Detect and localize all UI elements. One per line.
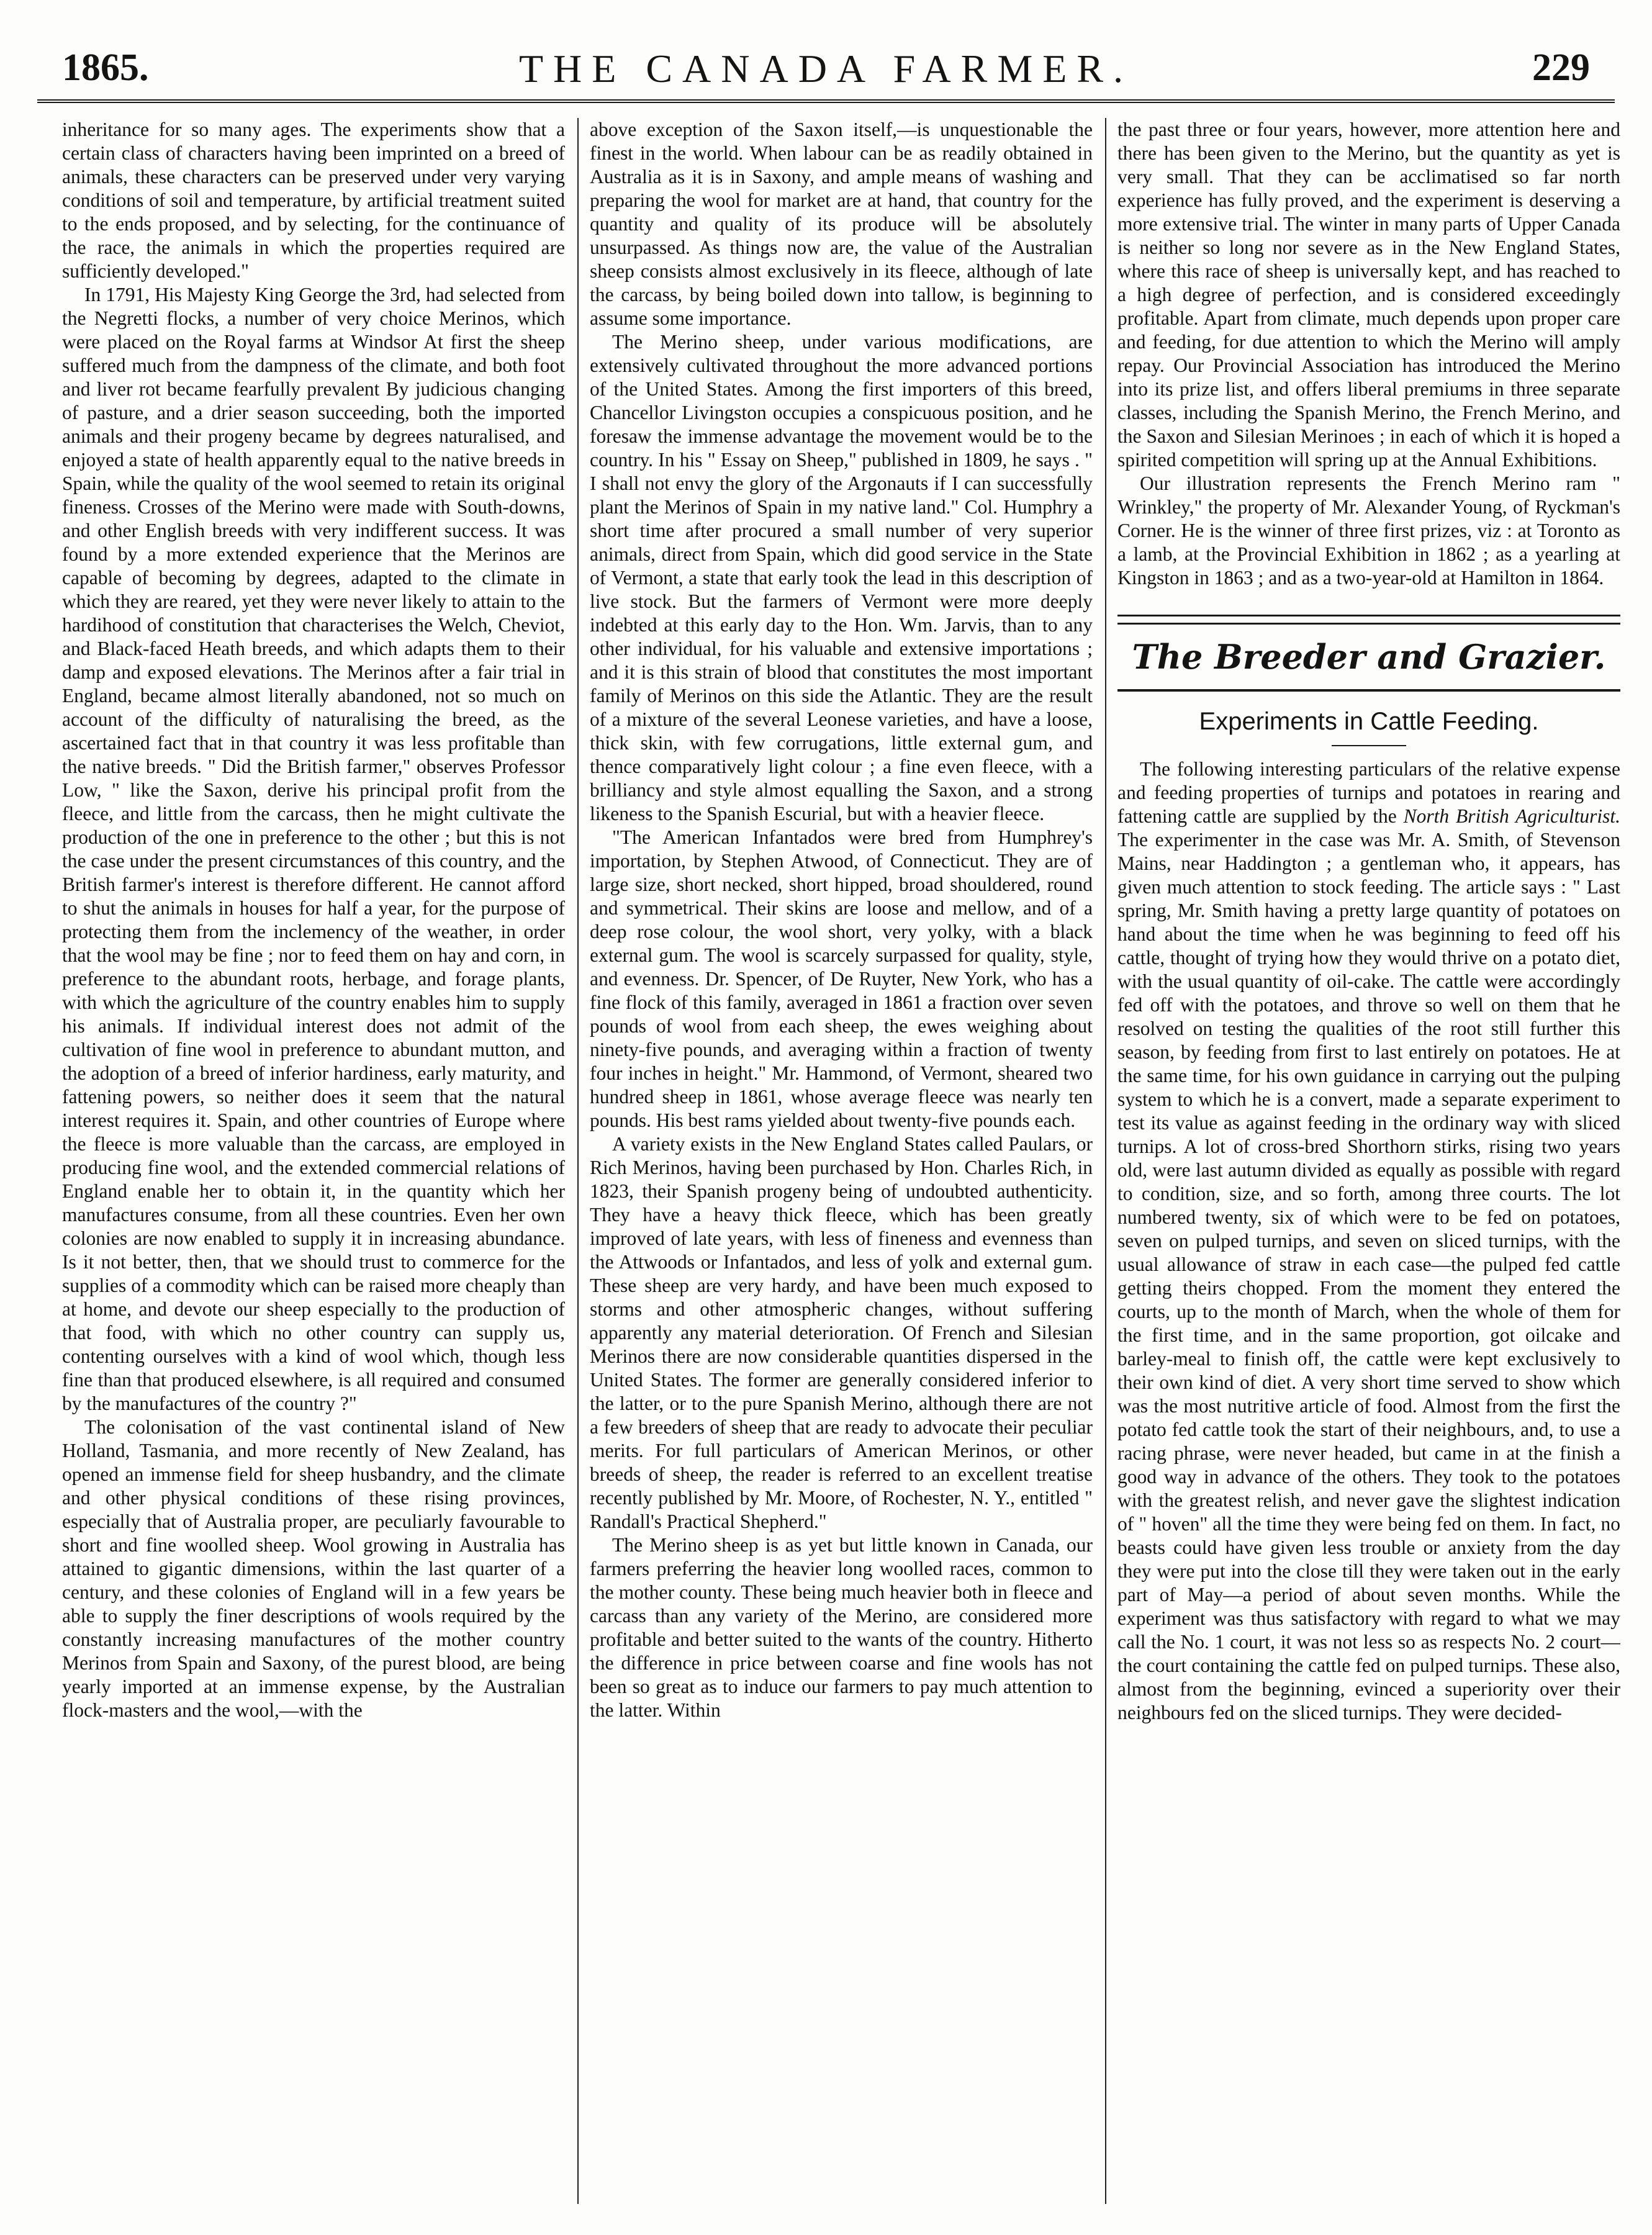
paragraph: Our illustration represents the French Merino ram " Wrinkley," the property of Mr. Alexander Young, of Ryckman's Corner. He is the winner of three first prizes, viz : at Toronto as a lamb, at the Provincial Exhibition in 1862 ; as a yearling at Kingston in 1863 ; and as a two-year-old at Hamilton in 1864. — [1117, 472, 1620, 589]
paragraph: the past three or four years, however, more attention here and there has been given to the Merino, but the quantity as yet is very small. That they can be acclimatised so far north experience has fully proved, and the experiment is deserving a more extensive trial. The winter in many parts of Upper Canada is neither so long nor severe as in the New England States, where this race of sheep is universally kept, and has reached to a high degree of perfection, and is considered exceedingly profitable. Apart from climate, much depends upon proper care and feeding, for due attention to which the Merino will amply repay. Our Provincial Association has introduced the Merino into its prize list, and offers liberal premiums in three separate classes, including the Spanish Merino, the French Merino, and the Saxon and Silesian Merinoes ; in each of which it is hoped a spirited competition will spring up at the Annual Exhibitions. — [1117, 119, 1620, 471]
issue-year: 1865. — [62, 47, 149, 89]
newspaper-title: THE CANADA FARMER. — [518, 47, 1134, 91]
paragraph: The Merino sheep is as yet but little known in Canada, our farmers preferring the heavier long woolled races, common to the mother county. These being much heavier both in fleece and carcass than any variety of the Merino, are considered more profitable and better suited to the wants of the country. Hitherto the difference in price between coarse and fine wools has not been so great as to induce our farmers to pay much attention to the latter. Within — [590, 1534, 1093, 1721]
paragraph: The Merino sheep, under various modifications, are extensively cultivated throughout the more advanced portions of the United States. Among the first importers of this breed, Chancellor Livingston occupies a conspicuous position, and he foresaw the immense advantage the movement would be to the country. In his " Essay on Sheep," published in 1809, he says . " I shall not envy the glory of the Argonauts if I can successfully plant the Merinos of Spain in my native land." Col. Humphry a short time after procured a small number of very superior animals, direct from Spain, which did good service in the State of Vermont, a state that early took the lead in this description of live stock. But the farmers of Vermont were more deeply indebted at this early day to the Hon. Wm. Jarvis, than to any other individual, for his valuable and extensive importations ; and it is this strain of blood that constitutes the most important family of Merinos on this side the Atlantic. They are the result of a mixture of the several Leonese varieties, and have a loose, thick skin, with few corrugations, little external gum, and thence comparatively light colour ; a fine even fleece, with a brilliancy and style almost equalling the Saxon, and a strong likeness to the Spanish Escurial, but with a heavier fleece. — [590, 331, 1093, 824]
article-paragraph — [1117, 757, 1620, 1725]
paragraph: A variety exists in the New England States called Paulars, or Rich Merinos, having been purchased by Hon. Charles Rich, in 1823, their Spanish progeny being of undoubted authenticity. They have a heavy thick fleece, which has been greatly improved of late years, with less of fineness and evenness than the Attwoods or Infantados, and less of yolk and external gum. These sheep are very hardy, and have been much exposed to storms and other atmospheric changes, without suffering apparently any material deterioration. Of French and Silesian Merinos there are now considerable quantities dispersed in the United States. The former are generally considered inferior to the latter, or to the pure Spanish Merino, although there are not a few breeders of sheep that are ready to advocate their peculiar merits. For full particulars of American Merinos, or other breeds of sheep, the reader is referred to an excellent treatise recently published by Mr. Moore, of Rochester, N. Y., entitled " Randall's Practical Shepherd." — [590, 1133, 1093, 1532]
section-heading: The Breeder and Grazier. — [1132, 637, 1606, 677]
paragraph: above exception of the Saxon itself,—is unquestionable the finest in the world. When labour can be as readily obtained in Australia as it is in Saxony, and ample means of washing and preparing the wool for market are at hand, that country for the quantity and quality of its produce will be absolutely unsurpassed. As things now are, the value of the Australian sheep consists almost exclusively in its fleece, although of late the carcass, by being boiled down into tallow, is beginning to assume some importance. — [590, 119, 1093, 329]
column-1 — [62, 118, 565, 2204]
masthead — [37, 25, 1615, 103]
section-rule-bottom — [1117, 689, 1620, 692]
paragraph: In 1791, His Majesty King George the 3rd, had selected from the Negretti flocks, a number of very choice Merinos, which were placed on the Royal farms at Windsor At first the sheep suffered much from the dampness of the climate, and both foot and liver rot became fearfully prevalent By judicious changing of pasture, and a drier season succeeding, both the imported animals and their progeny became by degrees naturalised, and enjoyed a state of health apparently equal to the native breeds in Spain, while the quality of the wool seemed to retain its original fineness. Crosses of the Merino were made with South-downs, and other English breeds with very indifferent success. It was found by a more extended experience that the Merinos are capable of becoming by degrees, adapted to the climate in which they are reared, yet they were never likely to attain to the hardihood of constitution that characterises the Welch, Cheviot, and Black-faced Heath breeds, and which adapts them to their damp and exposed elevations. The Merinos after a fair trial in England, became almost literally abandoned, not so much on account of the difficulty of naturalising the breed, as the ascertained fact that in that country it was less profitable than the native breeds. " Did the British farmer," observes Professor Low, " like the Saxon, derive his principal profit from the fleece, and little from the carcass, then he might cultivate the production of the one in preference to the other ; but this is not the case under the present circumstances of this country, and the British farmer's interest is therefore different. He cannot afford to shut the animals in houses for half a year, for the purpose of protecting them from the inclemency of the weather, in order that the wool may be fine ; nor to feed them on hay and corn, in preference to the abundant roots, herbage, and forage plants, with which the agriculture of the country enables him to supply his animals. If individual interest does not admit of the cultivation of fine wool in preference to abundant mutton, and the adoption of a breed of inferior hardiness, early maturity, and fattening powers, so neither does it seem that the natural interest requires it. Spain, and other countries of Europe where the fleece is more valuable than the carcass, are employed in producing fine wool, and the extended commercial relations of England enable her to obtain it, in the quantity which her manufactures consume, from all these countries. Even her own colonies are now enabled to supply it in increasing abundance. Is it not better, then, that we should trust to commerce for the supplies of a commodity which can be raised more cheaply than at home, and devote our sheep especially to the production of that food, with which no other country can supply us, contenting ourselves with a kind of wool which, though less fine than that produced elsewhere, is all required and consumed by the manufactures of the country ?" — [62, 284, 565, 1414]
article-title: Experiments in Cattle Feeding. — [1199, 708, 1539, 735]
article-intro: The following interesting particulars of the relative expense and feeding properties of turnips and potatoes in rearing and fattening cattle are supplied by the — [1117, 758, 1620, 827]
paragraph: inheritance for so many ages. The experiments show that a certain class of characters having been imprinted on a breed of animals, these characters can be preserved under very varying conditions of soil and temperature, by artificial treatment suited to the ends proposed, and by selecting, for the continuance of the race, the animals in which the properties required are sufficiently developed." — [62, 119, 565, 282]
paragraph: "The American Infantados were bred from Humphrey's importation, by Stephen Atwood, of Connecticut. They are of large size, short necked, short hipped, broad shouldered, round and symmetrical. Their skins are loose and mellow, and of a deep rose colour, the wool short, very yolky, with a black external gum. The wool is scarcely surpassed for quality, style, and evenness. Dr. Spencer, of De Ruyter, New York, who has a fine flock of this family, averaged in 1861 a fraction over seven pounds of wool from each sheep, the ewes weighing about ninety-five pounds, and averaging within a fraction of twenty four inches in height." Mr. Hammond, of Vermont, sheared two hundred sheep in 1861, whose average fleece was nearly ten pounds. His best rams yielded about twenty-five pounds each. — [590, 826, 1093, 1131]
section-rule-top — [1117, 615, 1620, 625]
column-divider-1 — [577, 118, 579, 2204]
section-breeder-grazier — [1117, 615, 1620, 1725]
paragraph: The colonisation of the vast continental island of New Holland, Tasmania, and more recently of New Zealand, has opened an immense field for sheep husbandry, and the climate and other physical conditions of these rising provinces, especially that of Australia proper, are peculiarly favourable to short and fine woolled sheep. Wool growing in Australia has attained to gigantic dimensions, within the last quarter of a century, and these colonies of England will in a few years be able to supply the finer descriptions of wools required by the constantly increasing manufactures of the mother country Merinos from Spain and Saxony, of the purest blood, are being yearly imported at an immense expense, by the Australian flock-masters and the wool,—with the — [62, 1416, 565, 1721]
article-body: The experimenter in the case was Mr. A. Smith, of Stevenson Mains, near Haddington ; a gentleman who, it appears, has given much attention to stock feeding. The article says : " Last spring, Mr. Smith having a pretty large quantity of potatoes on hand about the time when he was beginning to feed off his cattle, thought of trying how they would thrive on a potato diet, with the usual quantity of oil-cake. The cattle were accordingly fed off with the potatoes, and throve so well on them that he resolved on testing the qualities of the root still further this season, by feeding from first to last entirely on potatoes. He at the same time, for his own guidance in carrying out the pulping system to which he is a convert, made a separate experiment to test its value as against feeding in the ordinary way with sliced turnips. A lot of cross-bred Shorthorn stirks, rising two years old, were last autumn divided as equally as possible with regard to condition, size, and so forth, among three courts. The lot numbered twenty, six of which were to be fed on potatoes, seven on pulped turnips, and seven on sliced turnips, with the usual allowance of straw in each case—the pulped fed cattle getting theirs chopped. From the moment they entered the courts, up to the month of March, when the whole of them for the first time, and in the same proportion, got oilcake and barley-meal to finish off, the cattle were kept exclusively to their own kind of diet. A very short time served to show which was the most nutritive article of food. Almost from the first the potato fed cattle took the start of their neighbours, and, to use a racing phrase, were never headed, but came in at the finish a good way in advance of the others. They took to the potatoes with the greatest relish, and never gave the slightest indication of " hoven" all the time they were being fed on them. In fact, no beasts could have given less trouble or anxiety from the day they were put into the close till they were taken out in the early part of May—a period of about seven months. While the experiment was thus satisfactory with regard to what we may call the No. 1 court, it was not less so as respects No. 2 court—the court containing the cattle fed on pulped turnips. These also, almost from the beginning, evinced a superiority over their neighbours fed on the sliced turnips. They were decided- — [1117, 829, 1620, 1723]
column-2 — [590, 118, 1093, 2204]
column-3 — [1117, 118, 1620, 2204]
page-number: 229 — [1532, 47, 1590, 89]
article-title-rule — [1332, 745, 1406, 746]
column-divider-2 — [1105, 118, 1106, 2204]
article-source: North British Agriculturist. — [1403, 805, 1620, 827]
